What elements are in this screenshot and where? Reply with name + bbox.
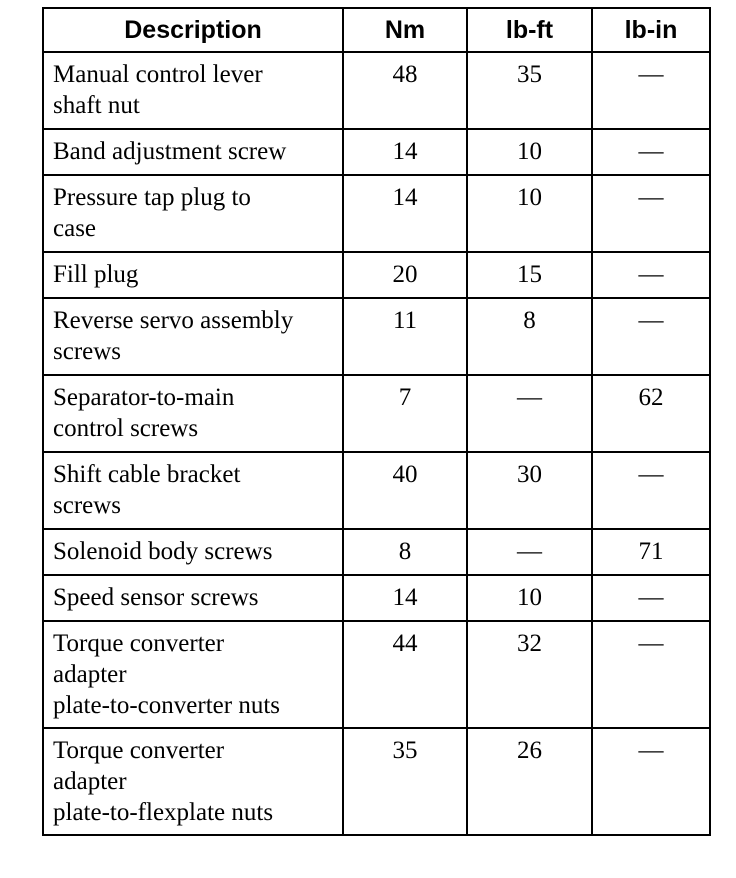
text-line: screws bbox=[53, 338, 122, 365]
cell-lb-in: — bbox=[592, 175, 710, 252]
cell-lb-in: — bbox=[592, 298, 710, 375]
text-line: plate-to-flexplate nuts bbox=[53, 799, 274, 826]
table-row bbox=[43, 298, 710, 375]
cell-nm: 14 bbox=[343, 575, 467, 621]
text-line: case bbox=[53, 215, 97, 242]
cell-lb-ft: — bbox=[467, 375, 592, 452]
cell-nm: 7 bbox=[343, 375, 467, 452]
cell-nm: 40 bbox=[343, 452, 467, 529]
table-row bbox=[43, 452, 710, 529]
table-row bbox=[43, 175, 710, 252]
cell-lb-ft: — bbox=[467, 529, 592, 575]
cell-lb-ft: 30 bbox=[467, 452, 592, 529]
cell-lb-ft: 15 bbox=[467, 252, 592, 298]
text-line: plate-to-converter nuts bbox=[53, 692, 280, 719]
cell-lb-ft: 32 bbox=[467, 621, 592, 728]
header-nm: Nm bbox=[343, 8, 467, 52]
cell-description bbox=[43, 52, 343, 129]
header-description: Description bbox=[43, 8, 343, 52]
cell-lb-in: — bbox=[592, 129, 710, 175]
cell-lb-in: — bbox=[592, 452, 710, 529]
table-row bbox=[43, 252, 710, 298]
cell-lb-ft: 35 bbox=[467, 52, 592, 129]
cell-lb-in: — bbox=[592, 52, 710, 129]
cell-description bbox=[43, 298, 343, 375]
cell-nm: 20 bbox=[343, 252, 467, 298]
text-line: Manual control lever bbox=[53, 61, 263, 88]
text-line: adapter bbox=[53, 661, 127, 688]
text-line: shaft nut bbox=[53, 92, 140, 119]
cell-description bbox=[43, 375, 343, 452]
cell-nm: 14 bbox=[343, 129, 467, 175]
table-row bbox=[43, 52, 710, 129]
cell-nm: 8 bbox=[343, 529, 467, 575]
cell-nm: 48 bbox=[343, 52, 467, 129]
cell-lb-in: — bbox=[592, 728, 710, 835]
table-row bbox=[43, 728, 710, 835]
header-lb-in: lb-in bbox=[592, 8, 710, 52]
cell-nm: 11 bbox=[343, 298, 467, 375]
text-line: Reverse servo assembly bbox=[53, 307, 294, 334]
text-line: adapter bbox=[53, 768, 127, 795]
text-line: Shift cable bracket bbox=[53, 461, 241, 488]
torque-specifications-table bbox=[42, 7, 711, 836]
cell-description bbox=[43, 621, 343, 728]
table-header-row bbox=[43, 8, 710, 52]
cell-description bbox=[43, 728, 343, 835]
cell-nm: 14 bbox=[343, 175, 467, 252]
cell-nm: 35 bbox=[343, 728, 467, 835]
cell-description: Solenoid body screws bbox=[43, 529, 343, 575]
text-line: Separator-to-main bbox=[53, 384, 235, 411]
text-line: Torque converter bbox=[53, 630, 225, 657]
table-row bbox=[43, 129, 710, 175]
text-line: screws bbox=[53, 492, 122, 519]
cell-lb-ft: 10 bbox=[467, 175, 592, 252]
cell-description: Fill plug bbox=[43, 252, 343, 298]
table-row bbox=[43, 575, 710, 621]
text-line: Torque converter bbox=[53, 737, 225, 764]
cell-lb-in: 62 bbox=[592, 375, 710, 452]
cell-lb-ft: 10 bbox=[467, 575, 592, 621]
text-line: Pressure tap plug to bbox=[53, 184, 251, 211]
cell-lb-ft: 26 bbox=[467, 728, 592, 835]
table-row bbox=[43, 375, 710, 452]
header-lb-ft: lb-ft bbox=[467, 8, 592, 52]
cell-description: Band adjustment screw bbox=[43, 129, 343, 175]
table-row bbox=[43, 529, 710, 575]
cell-lb-in: — bbox=[592, 621, 710, 728]
cell-description bbox=[43, 175, 343, 252]
cell-lb-ft: 8 bbox=[467, 298, 592, 375]
cell-lb-in: — bbox=[592, 252, 710, 298]
cell-nm: 44 bbox=[343, 621, 467, 728]
cell-description bbox=[43, 452, 343, 529]
table-row bbox=[43, 621, 710, 728]
text-line: control screws bbox=[53, 415, 199, 442]
cell-description: Speed sensor screws bbox=[43, 575, 343, 621]
cell-lb-in: 71 bbox=[592, 529, 710, 575]
cell-lb-in: — bbox=[592, 575, 710, 621]
cell-lb-ft: 10 bbox=[467, 129, 592, 175]
